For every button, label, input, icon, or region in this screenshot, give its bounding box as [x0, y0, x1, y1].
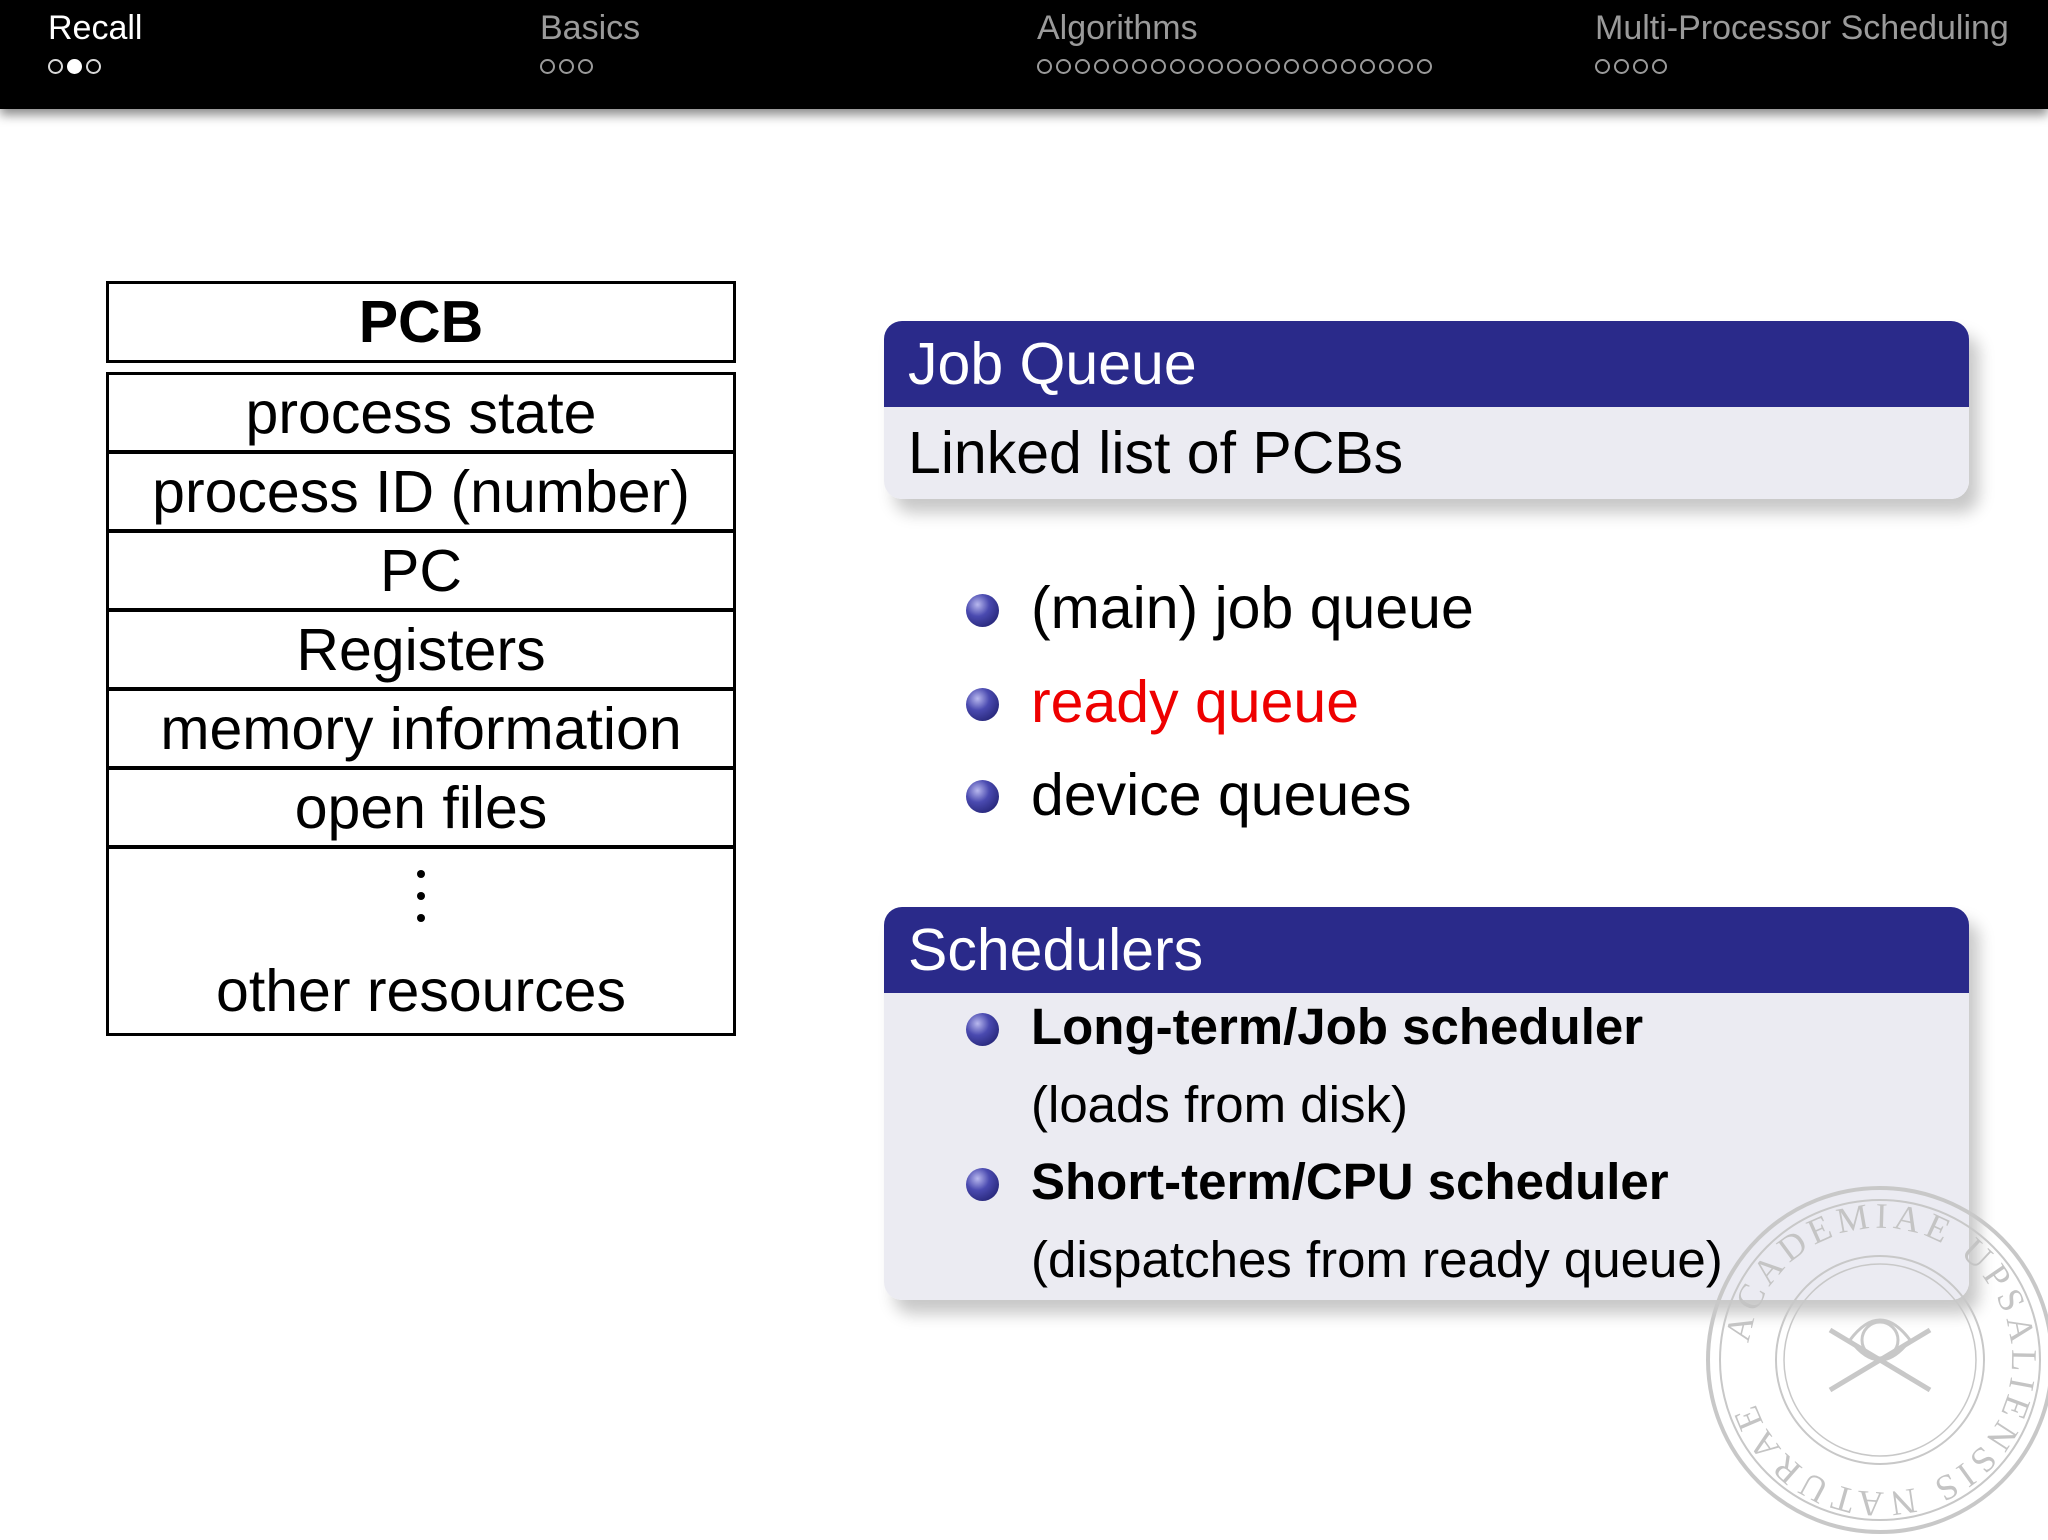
- scheduler-note: (loads from disk): [1031, 1076, 1408, 1133]
- job-queue-block: [884, 321, 1969, 499]
- nav-dot[interactable]: [1132, 59, 1147, 74]
- nav-dot[interactable]: [540, 59, 555, 74]
- nav-dot[interactable]: [1094, 59, 1109, 74]
- pcb-row-label: other resources: [216, 958, 626, 1024]
- nav-dot[interactable]: [1056, 59, 1071, 74]
- pcb-row-other: [106, 846, 736, 1036]
- nav-dot-current[interactable]: [67, 59, 82, 74]
- pcb-row: open files: [106, 767, 736, 848]
- nav-dot[interactable]: [1170, 59, 1185, 74]
- nav-dot[interactable]: [1633, 59, 1648, 74]
- nav-dot[interactable]: [1246, 59, 1261, 74]
- nav-dot[interactable]: [1379, 59, 1394, 74]
- nav-dot[interactable]: [559, 59, 574, 74]
- nav-dot[interactable]: [1037, 59, 1052, 74]
- block-title: Job Queue: [884, 321, 1969, 407]
- scheduler-name: Long-term/Job scheduler: [1031, 998, 1644, 1055]
- bullet-icon: [966, 688, 999, 721]
- nav-dots: [1037, 55, 1436, 77]
- nav-dot[interactable]: [1341, 59, 1356, 74]
- nav-title[interactable]: Multi-Processor Scheduling: [1595, 9, 2009, 47]
- pcb-row: process state: [106, 372, 736, 453]
- scheduler-note: (dispatches from ready queue): [1031, 1231, 1723, 1288]
- navigation-bar: [0, 0, 2048, 109]
- bullet-icon: [966, 1013, 999, 1046]
- nav-dot[interactable]: [86, 59, 101, 74]
- pcb-row: PC: [106, 530, 736, 611]
- nav-dot[interactable]: [1284, 59, 1299, 74]
- nav-section-recall[interactable]: [48, 8, 142, 77]
- nav-dot[interactable]: [1265, 59, 1280, 74]
- university-seal-logo: [1700, 1180, 2048, 1540]
- list-item: (main) job queue: [1031, 575, 1474, 641]
- nav-dot[interactable]: [1189, 59, 1204, 74]
- nav-dot[interactable]: [1075, 59, 1090, 74]
- nav-dot[interactable]: [48, 59, 63, 74]
- vertical-ellipsis-icon: [417, 863, 425, 929]
- pcb-row: memory information: [106, 688, 736, 769]
- nav-dot[interactable]: [1303, 59, 1318, 74]
- pcb-header: PCB: [106, 281, 736, 363]
- nav-title[interactable]: Basics: [540, 9, 641, 47]
- nav-dot[interactable]: [1227, 59, 1242, 74]
- list-item: device queues: [1031, 762, 1412, 828]
- nav-dot[interactable]: [1360, 59, 1375, 74]
- bullet-icon: [966, 1168, 999, 1201]
- nav-dot[interactable]: [1322, 59, 1337, 74]
- nav-title[interactable]: Algorithms: [1037, 9, 1198, 47]
- list-item-highlighted: ready queue: [1031, 669, 1360, 735]
- nav-dots: [48, 55, 142, 77]
- nav-dot[interactable]: [1113, 59, 1128, 74]
- nav-dots: [540, 55, 640, 77]
- nav-dot[interactable]: [578, 59, 593, 74]
- pcb-row: Registers: [106, 609, 736, 690]
- nav-section-basics[interactable]: [540, 8, 640, 77]
- nav-title[interactable]: Recall: [48, 9, 143, 47]
- bullet-icon: [966, 594, 999, 627]
- block-body: Linked list of PCBs: [884, 407, 1969, 499]
- pcb-row: process ID (number): [106, 451, 736, 532]
- nav-section-multi-processor-scheduling[interactable]: [1595, 8, 2009, 77]
- nav-section-algorithms[interactable]: [1037, 8, 1436, 77]
- scheduler-name: Short-term/CPU scheduler: [1031, 1153, 1669, 1210]
- nav-dot[interactable]: [1151, 59, 1166, 74]
- seal-text: ACADEMIAE UPSALIENSIS NATURAE: [1717, 1195, 2045, 1525]
- nav-dot[interactable]: [1595, 59, 1610, 74]
- nav-dot[interactable]: [1652, 59, 1667, 74]
- bullet-icon: [966, 780, 999, 813]
- nav-dot[interactable]: [1614, 59, 1629, 74]
- nav-dot[interactable]: [1398, 59, 1413, 74]
- block-title: Schedulers: [884, 907, 1969, 993]
- nav-dots: [1595, 55, 2009, 77]
- nav-dot[interactable]: [1208, 59, 1223, 74]
- nav-dot[interactable]: [1417, 59, 1432, 74]
